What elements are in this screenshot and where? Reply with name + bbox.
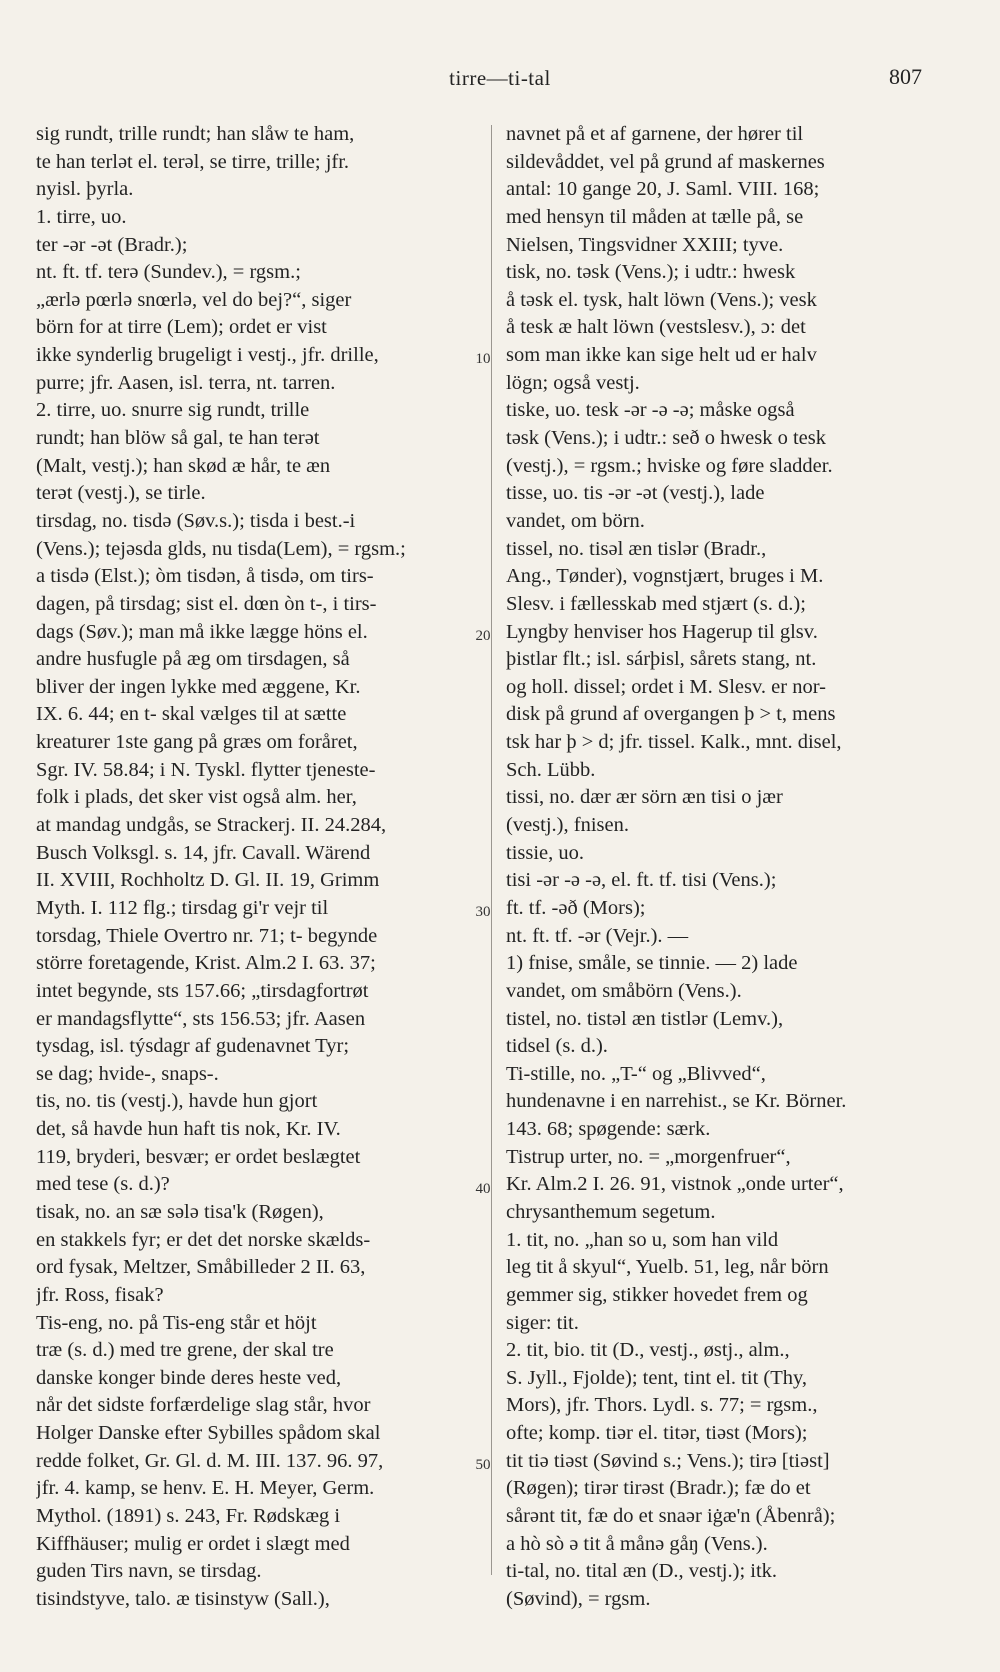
text-line: Holger Danske efter Sybilles spådom skal [36,1422,381,1445]
text-line: bliver der ingen lykke med æggene, Kr. [36,675,361,698]
text-line: jfr. 4. kamp, se henv. E. H. Meyer, Germ. [36,1477,375,1500]
text-line: tisindstyve, talo. æ tisinstyw (Sall.), [36,1587,330,1610]
text-line: (Røgen); tirər tirəst (Bradr.); fæ do et [506,1477,811,1500]
text-line: intet begynde, sts 157.66; „tirsdagfortrøt [36,979,369,1002]
column-divider [491,125,492,1575]
line-number-40: 40 [475,1181,491,1197]
text-line: Sch. Lübb. [506,758,596,781]
text-line: vandet, om börn. [506,509,645,532]
text-line: guden Tirs navn, se tirsdag. [36,1560,262,1583]
text-line: Sgr. IV. 58.84; i N. Tyskl. flytter tjeneste- [36,758,376,781]
text-line: en stakkels fyr; er det det norske skælds- [36,1228,371,1251]
text-line: tissi, no. dær ær sörn æn tisi o jær [506,786,783,809]
text-line: tissel, no. tisəl æn tislər (Bradr., [506,537,767,560]
text-line: Ang., Tønder), vognstjært, bruges i M. [506,565,824,588]
text-line: med tese (s. d.)? [36,1173,170,1196]
text-line: ofte; komp. tiər el. titər, tiəst (Mors); [506,1422,808,1445]
text-line: tissie, uo. [506,841,585,864]
text-line: træ (s. d.) med tre grene, der skal tre [36,1339,334,1362]
text-line: tisk, no. təsk (Vens.); i udtr.: hwesk [506,261,796,284]
right-column [506,121,952,1614]
text-line: det, så havde hun haft tis nok, Kr. IV. [36,1118,341,1141]
text-line: purre; jfr. Aasen, isl. terra, nt. tarren. [36,371,336,394]
line-number-30: 30 [475,904,491,920]
text-line: nyisl. þyrla. [36,178,134,201]
text-line: sildevåddet, vel på grund af maskernes [506,150,825,173]
text-line: hundenavne i en narrehist., se Kr. Börner. [506,1090,847,1113]
line-number-10: 10 [475,351,491,367]
line-number-20: 20 [475,628,491,644]
text-line: andre husfugle på æg om tirsdagen, så [36,648,350,671]
text-line: jfr. Ross, fisak? [36,1283,164,1306]
text-line: II. XVIII, Rochholtz D. Gl. II. 19, Grimm [36,869,380,892]
running-header: tirre—ti-tal [449,66,551,90]
text-line: dags (Søv.); man må ikke lægge höns el. [36,620,368,643]
text-line: sårənt tit, fæ do et snaər iġæ'n (Åbenrå); [506,1505,836,1528]
text-line: ti-tal, no. tital æn (D., vestj.); itk. [506,1560,778,1583]
text-line: təsk (Vens.); i udtr.: seð o hwesk o tesk [506,427,826,450]
page-number: 807 [889,64,922,89]
text-line: terət (vestj.), se tirle. [36,482,206,505]
text-line: IX. 6. 44; en t- skal vælges til at sætte [36,703,347,726]
text-line: (vestj.), = rgsm.; hviske og føre sladder. [506,454,833,477]
text-line: ikke synderlig brugeligt i vestj., jfr. drille, [36,344,379,367]
text-line: antal: 10 gange 20, J. Saml. VIII. 168; [506,178,820,201]
text-line: (Søvind), = rgsm. [506,1587,651,1610]
text-line: Myth. I. 112 flg.; tirsdag gi'r vejr til [36,896,329,919]
text-line: nt. ft. tf. terə (Sundev.), = rgsm.; [36,261,301,284]
text-line: Nielsen, Tingsvidner XXIII; tyve. [506,233,784,256]
text-line: sig rundt, trille rundt; han slåw te ham, [36,123,355,145]
text-line: redde folket, Gr. Gl. d. M. III. 137. 96. 97, [36,1449,384,1472]
text-line: 1) fnise, småle, se tinnie. — 2) lade [506,952,798,975]
text-line: chrysanthemum segetum. [506,1200,716,1223]
text-line: tysdag, isl. týsdagr af gudenavnet Tyr; [36,1035,350,1058]
text-line: 119, bryderi, besvær; er ordet beslægtet [36,1145,361,1168]
text-line: dagen, på tirsdag; sist el. dœn òn t-, i tirs- [36,592,377,615]
text-line: lögn; også vestj. [506,371,640,394]
text-line: (Malt, vestj.); han skød æ hår, te æn [36,454,331,477]
text-line: danske konger binde deres heste ved, [36,1366,342,1389]
text-line: nt. ft. tf. -ər (Vejr.). — [506,924,689,947]
text-line: þistlar flt.; isl. sárþisl, sårets stang, nt. [506,648,817,671]
text-line: tisse, uo. tis -ər -ət (vestj.), lade [506,482,765,505]
text-line: siger: tit. [506,1311,579,1334]
text-line: tiske, uo. tesk -ər -ə -ə; måske også [506,399,795,422]
text-line: te han terlət el. terəl, se tirre, trille; jfr. [36,150,350,173]
text-line: å tesk æ halt löwn (vestslesv.), ɔ: det [506,316,806,339]
text-line: se dag; hvide-, snaps-. [36,1062,219,1085]
line-number-50: 50 [475,1457,491,1473]
text-line: Mythol. (1891) s. 243, Fr. Rødskæg i [36,1505,341,1528]
text-line: å təsk el. tysk, halt löwn (Vens.); vesk [506,288,817,311]
text-line: leg tit å skyul“, Yuelb. 51, leg, når börn [506,1256,829,1279]
text-line: (vestj.), fnisen. [506,814,629,837]
text-line: tistel, no. tistəl æn tistlər (Lemv.), [506,1007,784,1030]
left-column [36,121,478,1614]
text-line: vandet, om småbörn (Vens.). [506,979,742,1002]
text-line: med hensyn til måden at tælle på, se [506,205,804,228]
text-line: 1. tit, no. „han so u, som han vild [506,1228,779,1251]
text-line: rundt; han blöw så gal, te han terət [36,427,320,450]
text-line: tsk har þ > d; jfr. tissel. Kalk., mnt. disel, [506,731,842,754]
text-line: 2. tit, bio. tit (D., vestj., østj., alm., [506,1339,790,1362]
text-line: Ti-stille, no. „T-“ og „Blivved“, [506,1062,766,1085]
text-line: Slesv. i fællesskab med stjært (s. d.); [506,592,806,615]
text-line: Mors), jfr. Thors. Lydl. s. 77; = rgsm., [506,1394,818,1417]
text-line: Tis-eng, no. på Tis-eng står et höjt [36,1311,317,1334]
text-line: kreaturer 1ste gang på græs om foråret, [36,731,358,754]
text-line: tit tiə tiəst (Søvind s.; Vens.); tirə [tiəst] [506,1449,830,1472]
text-line: og holl. dissel; ordet i M. Slesv. er nor- [506,675,826,698]
text-line: ft. tf. -əð (Mors); [506,896,646,919]
text-line: 1. tirre, uo. [36,205,127,228]
text-line: 143. 68; spøgende: særk. [506,1118,711,1141]
text-line: torsdag, Thiele Overtro nr. 71; t- begynde [36,924,378,947]
text-line: ord fysak, Meltzer, Småbilleder 2 II. 63, [36,1256,366,1279]
text-line: Kiffhäuser; mulig er ordet i slægt med [36,1532,350,1555]
text-line: Lyngby henviser hos Hagerup til glsv. [506,620,818,643]
text-line: a hò sò ə tit å månə gåŋ (Vens.). [506,1532,768,1555]
text-line: tisak, no. an sæ sələ tisa'k (Røgen), [36,1200,324,1223]
text-line: Kr. Alm.2 I. 26. 91, vistnok „onde urter“, [506,1173,844,1196]
text-line: „ærlə pœrlə snœrlə, vel do bej?“, siger [36,288,352,311]
text-line: a tisdə (Elst.); òm tisdən, å tisdə, om tirs- [36,565,374,588]
text-line: folk i plads, det sker vist også alm. her, [36,786,357,809]
text-line: tirsdag, no. tisdə (Søv.s.); tisda i best.-i [36,509,356,532]
text-line: tidsel (s. d.). [506,1035,608,1058]
text-line: börn for at tirre (Lem); ordet er vist [36,316,327,339]
text-line: gemmer sig, stikker hovedet frem og [506,1283,808,1306]
text-line: S. Jyll., Fjolde); tent, tint el. tit (Thy, [506,1366,808,1389]
text-line: når det sidste forfærdelige slag står, hvor [36,1394,371,1417]
text-line: disk på grund af overgangen þ > t, mens [506,703,836,726]
text-line: tis, no. tis (vestj.), havde hun gjort [36,1090,318,1113]
text-line: at mandag undgås, se Strackerj. II. 24.284, [36,814,387,837]
text-line: 2. tirre, uo. snurre sig rundt, trille [36,399,310,422]
text-line: navnet på et af garnene, der hører til [506,123,804,145]
text-line: Busch Volksgl. s. 14, jfr. Cavall. Wärend [36,841,371,864]
text-line: större foretagende, Krist. Alm.2 I. 63. 37; [36,952,376,975]
text-line: som man ikke kan sige helt ud er halv [506,344,817,367]
text-line: tisi -ər -ə -ə, el. ft. tf. tisi (Vens.); [506,869,777,892]
text-line: ter -ər -ət (Bradr.); [36,233,188,256]
text-line: Tistrup urter, no. = „morgenfruer“, [506,1145,791,1168]
text-line: (Vens.); tejəsda glds, nu tisda(Lem), = rgsm.; [36,537,406,560]
text-line: er mandagsflytte“, sts 156.53; jfr. Aasen [36,1007,366,1030]
